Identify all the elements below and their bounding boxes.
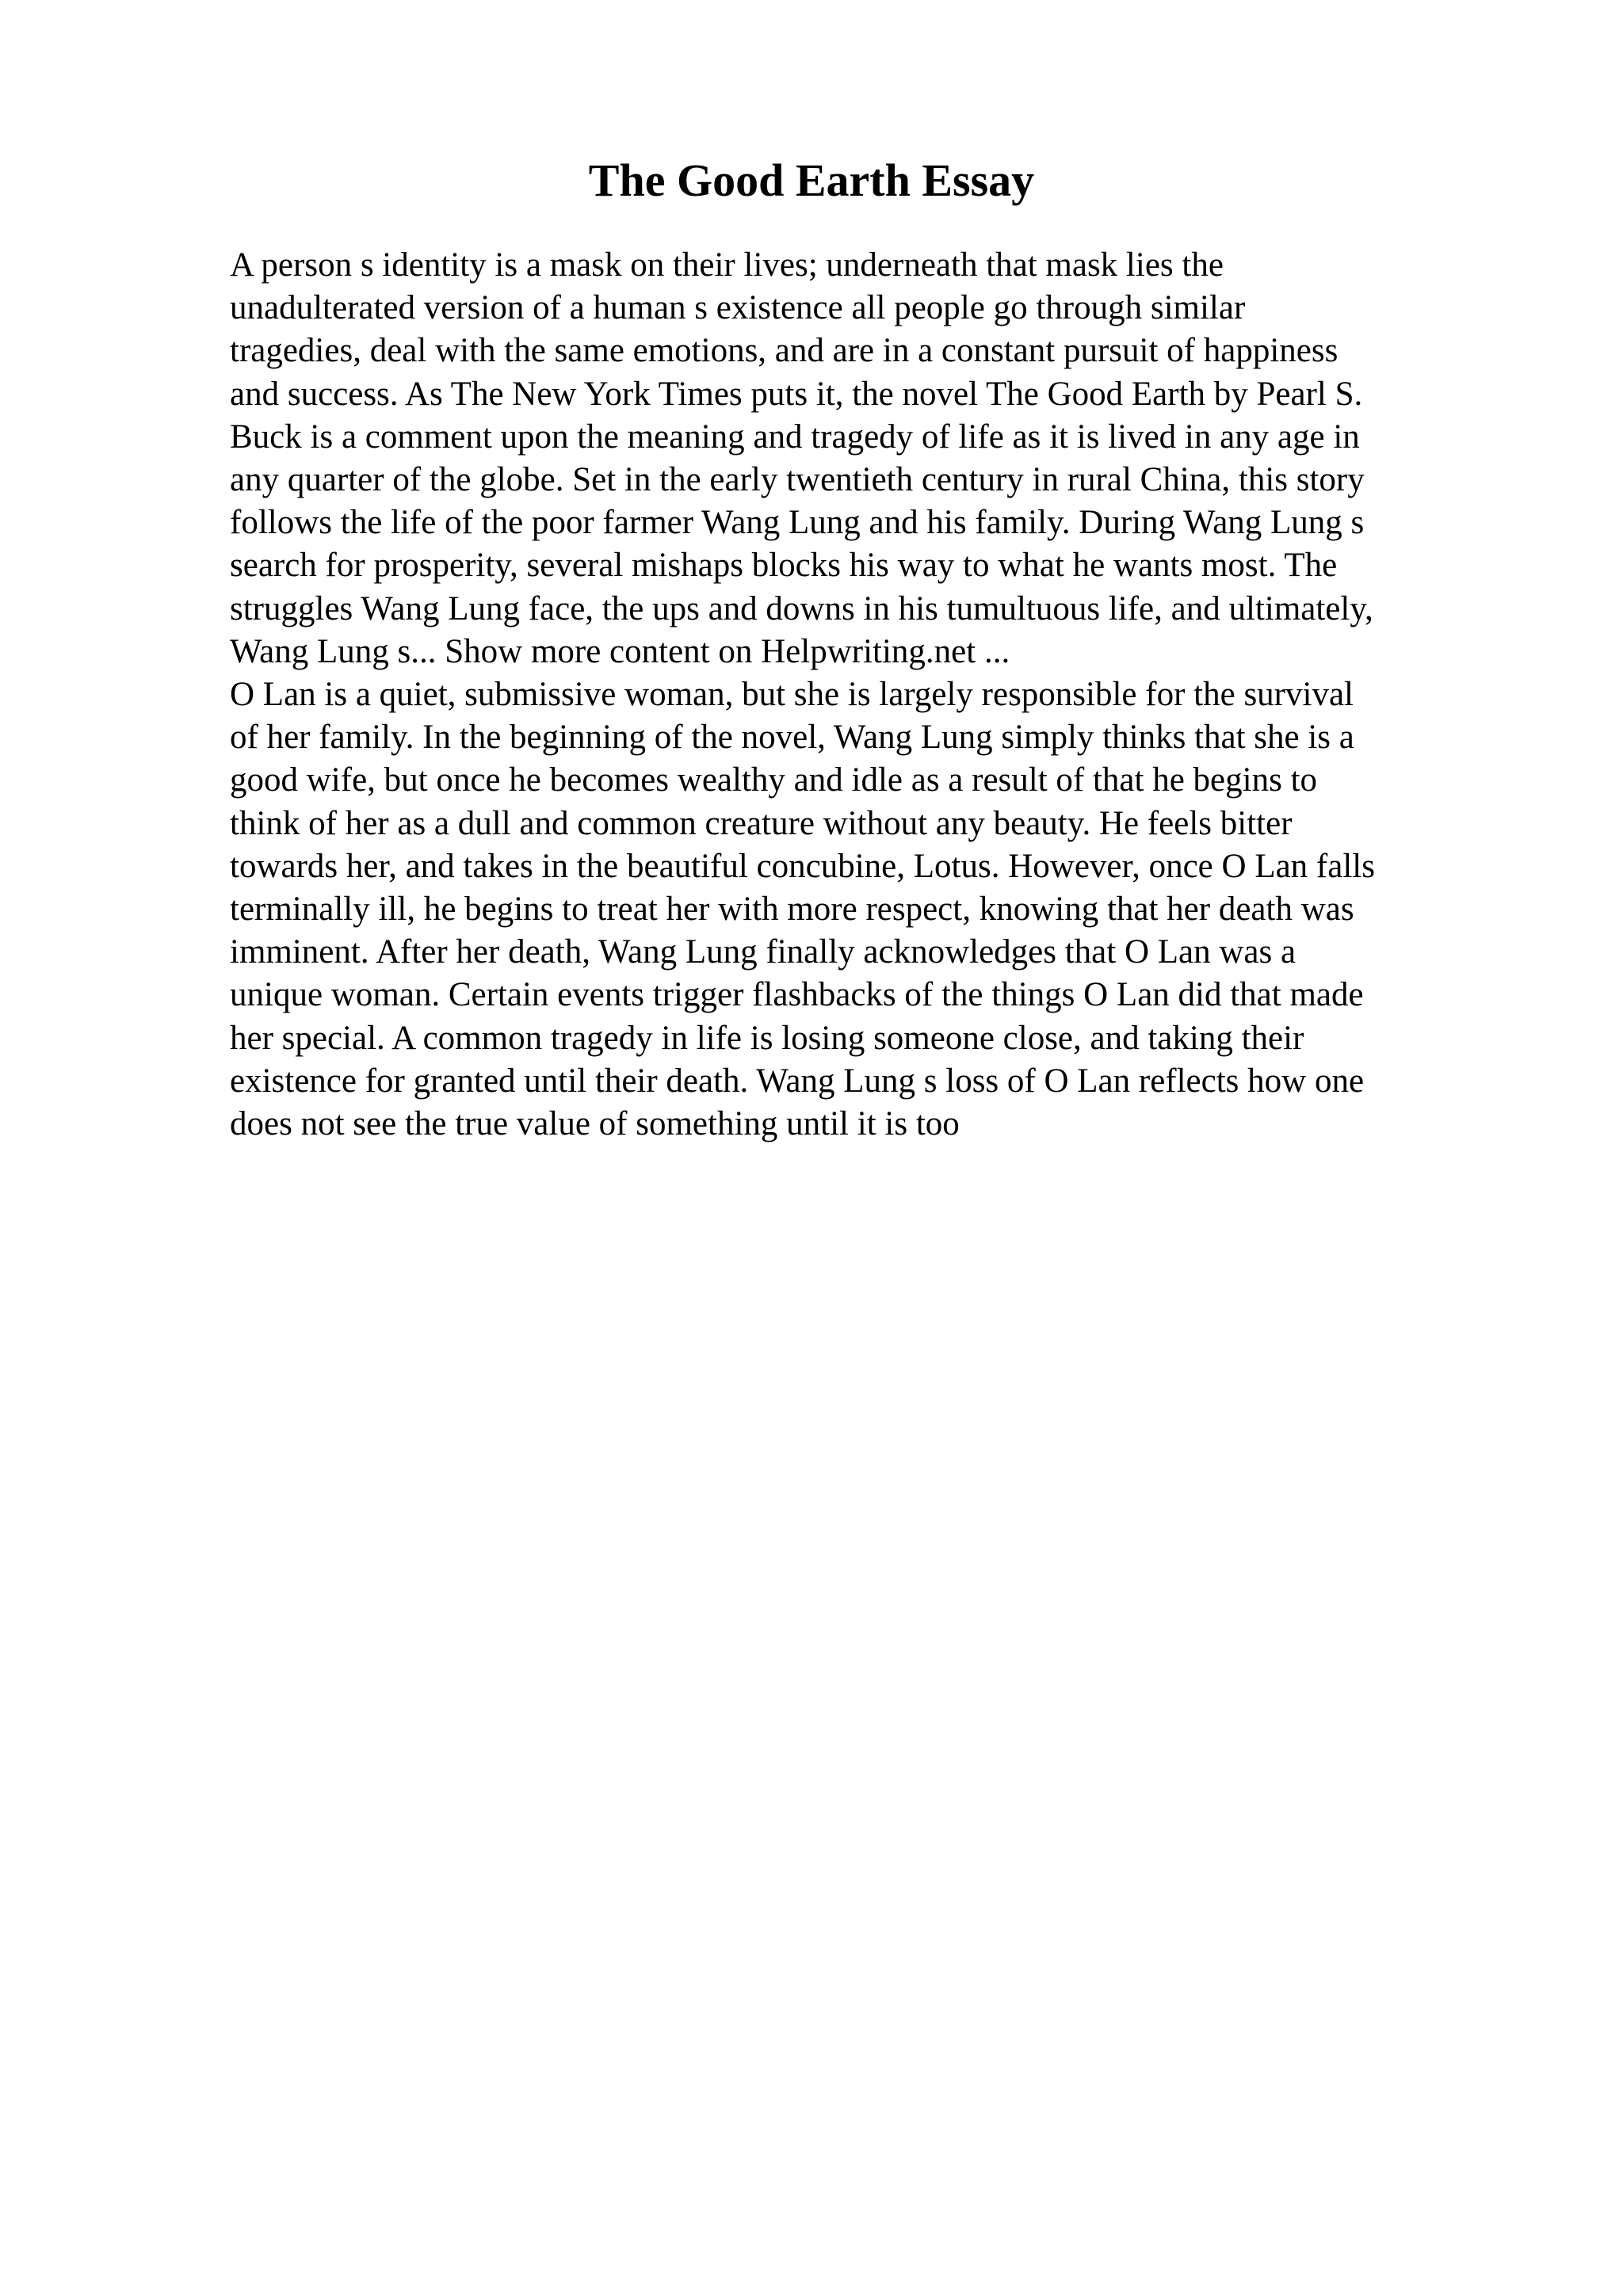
text-line: imminent. After her death, Wang Lung finally acknowledges that O Lan was a [230,933,1296,971]
text-line: of her family. In the beginning of the novel, Wang Lung simply thinks that she is a [230,719,1354,757]
text-line: search for prosperity, several mishaps blocks his way to what he wants most. The [230,547,1338,585]
text-line: follows the life of the poor farmer Wang Lung and his family. During Wang Lung s [230,504,1365,542]
essay-body [230,244,1466,1146]
text-line: existence for granted until their death. Wang Lung s loss of O Lan reflects how one [230,1062,1365,1100]
text-line: Wang Lung s... Show more content on Helpwriting.net ... [230,632,1010,670]
text-line: struggles Wang Lung face, the ups and downs in his tumultuous life, and ultimately, [230,589,1373,627]
page-title: The Good Earth Essay [588,154,1035,206]
text-line: and success. As The New York Times puts it, the novel The Good Earth by Pearl S. [230,375,1363,413]
text-line: A person s identity is a mask on their lives; underneath that mask lies the [230,246,1224,284]
text-line: Buck is a comment upon the meaning and tragedy of life as it is lived in any age in [230,418,1360,456]
text-line: O Lan is a quiet, submissive woman, but she is largely responsible for the survival [230,676,1354,714]
text-line: good wife, but once he becomes wealthy and idle as a result of that he begins to [230,761,1318,799]
text-line: any quarter of the globe. Set in the early twentieth century in rural China, this story [230,461,1365,499]
text-line: does not see the true value of something until it is too [230,1105,960,1143]
text-line: terminally ill, he begins to treat her with more respect, knowing that her death was [230,891,1354,929]
text-line: unique woman. Certain events trigger flashbacks of the things O Lan did that made [230,976,1364,1014]
text-line: unadulterated version of a human s existence all people go through similar [230,289,1246,327]
text-line: think of her as a dull and common creature without any beauty. He feels bitter [230,804,1293,842]
text-line: towards her, and takes in the beautiful concubine, Lotus. However, once O Lan falls [230,847,1375,885]
text-line: tragedies, deal with the same emotions, and are in a constant pursuit of happiness [230,332,1338,370]
text-line: her special. A common tragedy in life is losing someone close, and taking their [230,1019,1304,1057]
